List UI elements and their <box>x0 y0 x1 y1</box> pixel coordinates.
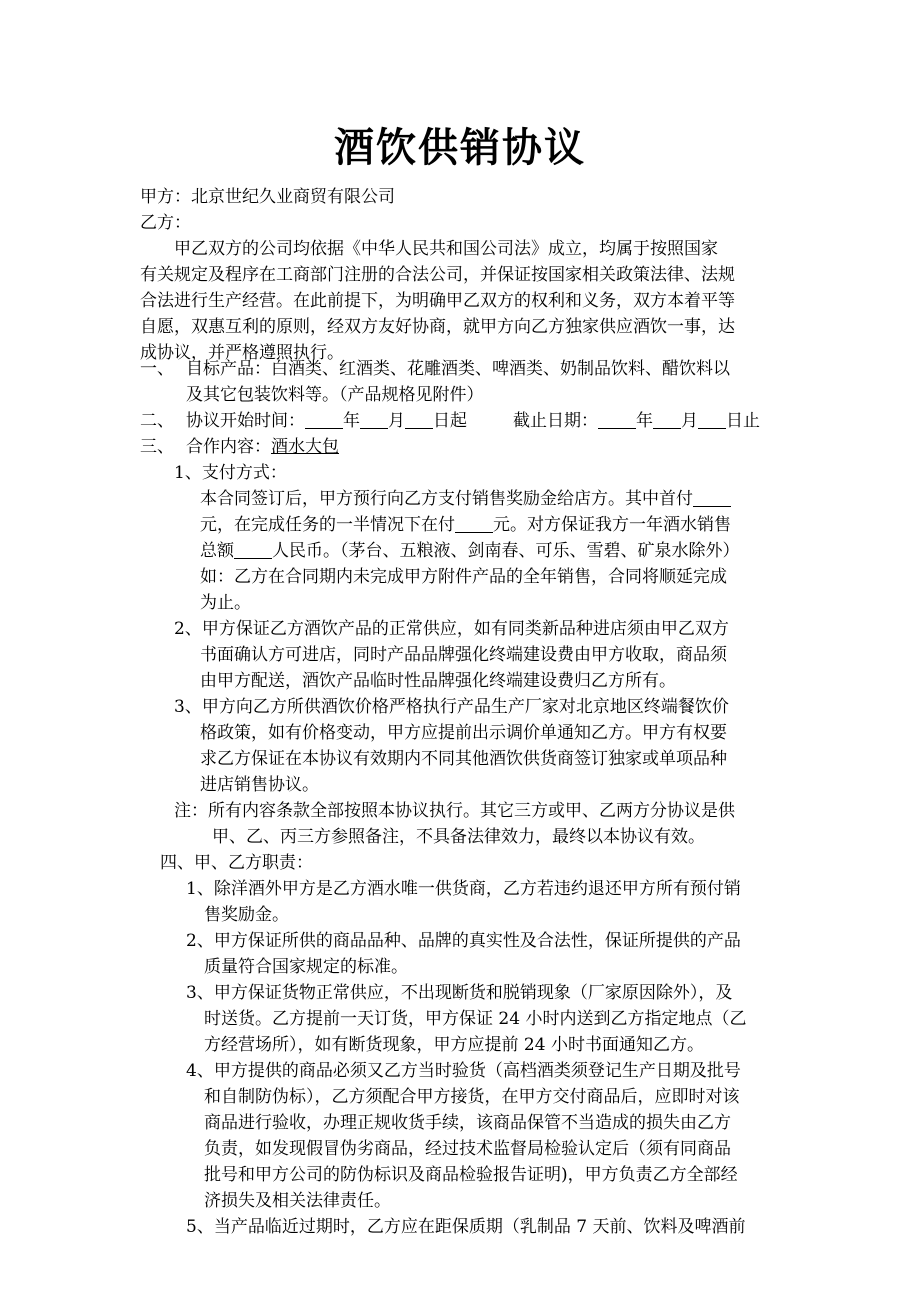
duty-4-line: 4、甲方提供的商品必须又乙方当时验货（高档酒类须登记生产日期及批号 <box>186 1061 741 1081</box>
clause-3-line: 3、甲方向乙方所供酒饮价格严格执行产品生产厂家对北京地区终端餐饮价 <box>174 697 729 717</box>
section-2-number: 二、 <box>140 411 174 431</box>
end-month-blank <box>653 410 681 429</box>
start-month-blank <box>360 410 388 429</box>
end-day-label: 日止 <box>726 411 760 431</box>
intro-line: 甲乙双方的公司均依据《中华人民共和国公司法》成立，均属于按照国家 <box>174 239 718 259</box>
start-year-blank <box>305 410 343 429</box>
duty-4-line: 负责，如发现假冒伪劣商品，经过技术监督局检验认定后（须有同商品 <box>204 1139 731 1159</box>
section-3-content <box>186 434 339 460</box>
payment-line: 为止。 <box>200 593 251 613</box>
clause-2-line: 由甲方配送，酒饮产品临时性品牌强化终端建设费归乙方所有。 <box>200 671 676 691</box>
section-4-title: 四、甲、乙方职责： <box>160 853 313 873</box>
duty-1-line: 1、除洋酒外甲方是乙方酒水唯一供货商，乙方若违约退还甲方所有预付销 <box>186 879 741 899</box>
section-1-line: 目标产品：白酒类、红酒类、花雕酒类、啤酒类、奶制品饮料、醋饮料以 <box>186 359 730 379</box>
cooperation-label: 合作内容： <box>186 437 271 457</box>
duty-2-line: 2、甲方保证所供的商品品种、品牌的真实性及合法性，保证所提供的产品 <box>186 931 741 951</box>
clause-3-line: 进店销售协议。 <box>200 775 319 795</box>
cooperation-value: 酒水大包 <box>271 437 339 457</box>
duty-3-line: 方经营场所），如有断货现象，甲方应提前 24 小时书面通知乙方。 <box>204 1035 704 1055</box>
duty-4-line: 批号和甲方公司的防伪标识及商品检验报告证明)，甲方负责乙方全部经 <box>204 1165 738 1185</box>
payment-text: 总额 <box>200 541 234 561</box>
month-label: 月 <box>388 411 405 431</box>
year-label: 年 <box>636 411 653 431</box>
note-line: 注：所有内容条款全部按照本协议执行。其它三方或甲、乙两方分协议是供 <box>174 801 735 821</box>
section-1-line: 及其它包装饮料等。（产品规格见附件） <box>186 385 484 405</box>
clause-3-line: 格政策，如有价格变动，甲方应提前出示调价单通知乙方。甲方有权要 <box>200 723 727 743</box>
duty-4-line: 济损失及相关法律责任。 <box>204 1191 391 1211</box>
payment-line: 如：乙方在合同期内未完成甲方附件产品的全年销售，合同将顺延完成 <box>200 567 727 587</box>
duty-1-line: 售奖励金。 <box>204 905 289 925</box>
month-label: 月 <box>681 411 698 431</box>
end-day-blank <box>698 410 726 429</box>
duty-3-line: 时送货。乙方提前一天订货，甲方保证 24 小时内送到乙方指定地点（乙 <box>204 1009 747 1029</box>
duty-2-line: 质量符合国家规定的标准。 <box>204 957 408 977</box>
duty-3-line: 3、甲方保证货物正常供应，不出现断货和脱销现象（厂家原因除外），及 <box>186 983 733 1003</box>
payment-line <box>200 538 740 564</box>
total-amount-blank <box>234 540 272 559</box>
end-year-blank <box>598 410 636 429</box>
year-label: 年 <box>343 411 360 431</box>
intro-line: 自愿，双惠互利的原则，经双方友好协商，就甲方向乙方独家供应酒饮一事，达 <box>140 317 735 337</box>
clause-3-line: 求乙方保证在本协议有效期内不同其他酒饮供货商签订独家或单项品种 <box>200 749 727 769</box>
clause-2-line: 2、甲方保证乙方酒饮产品的正常供应，如有同类新品种进店须由甲乙双方 <box>174 619 729 639</box>
end-date-label: 截止日期： <box>513 411 598 431</box>
party-a: 甲方：北京世纪久业商贸有限公司 <box>140 187 395 207</box>
intro-line: 有关规定及程序在工商部门注册的合法公司，并保证按国家相关政策法律、法规 <box>140 265 735 285</box>
document-title: 酒饮供销协议 <box>334 124 586 171</box>
payment-title: 1、支付方式： <box>174 463 287 483</box>
duty-4-line: 和自制防伪标），乙方须配合甲方接货，在甲方交付商品后，应即时对该 <box>204 1087 740 1107</box>
payment-text: 元。对方保证我方一年酒水销售 <box>493 515 731 535</box>
duty-5-line: 5、当产品临近过期时，乙方应在距保质期（乳制品 7 天前、饮料及啤酒前 <box>186 1217 746 1237</box>
intro-line: 合法进行生产经营。在此前提下，为明确甲乙双方的权利和义务，双方本着平等 <box>140 291 735 311</box>
intro-line: 成协议，并严格遵照执行。 <box>140 343 344 363</box>
payment-text: 本合同签订后，甲方预行向乙方支付销售奖励金给店方。其中首付 <box>200 489 693 509</box>
note-line: 甲、乙、丙三方参照备注，不具备法律效力，最终以本协议有效。 <box>212 827 705 847</box>
start-day-label: 日起 <box>433 411 467 431</box>
section-3-number: 三、 <box>140 437 174 457</box>
section-2-dates <box>186 408 760 434</box>
payment-line <box>200 512 731 538</box>
section-1-number: 一、 <box>140 359 174 379</box>
clause-2-line: 书面确认方可进店，同时产品品牌强化终端建设费由甲方收取，商品须 <box>200 645 727 665</box>
start-date-label: 协议开始时间： <box>186 411 305 431</box>
payment-text: 人民币。（茅台、五粮液、剑南春、可乐、雪碧、矿泉水除外） <box>272 541 740 561</box>
second-payment-blank <box>455 514 493 533</box>
payment-text: 元，在完成任务的一半情况下在付 <box>200 515 455 535</box>
first-payment-blank <box>693 488 731 507</box>
duty-4-line: 商品进行验收，办理正规收货手续，该商品保管不当造成的损失由乙方 <box>204 1113 731 1133</box>
payment-line <box>200 486 731 512</box>
start-day-blank <box>405 410 433 429</box>
party-b: 乙方： <box>140 213 191 233</box>
